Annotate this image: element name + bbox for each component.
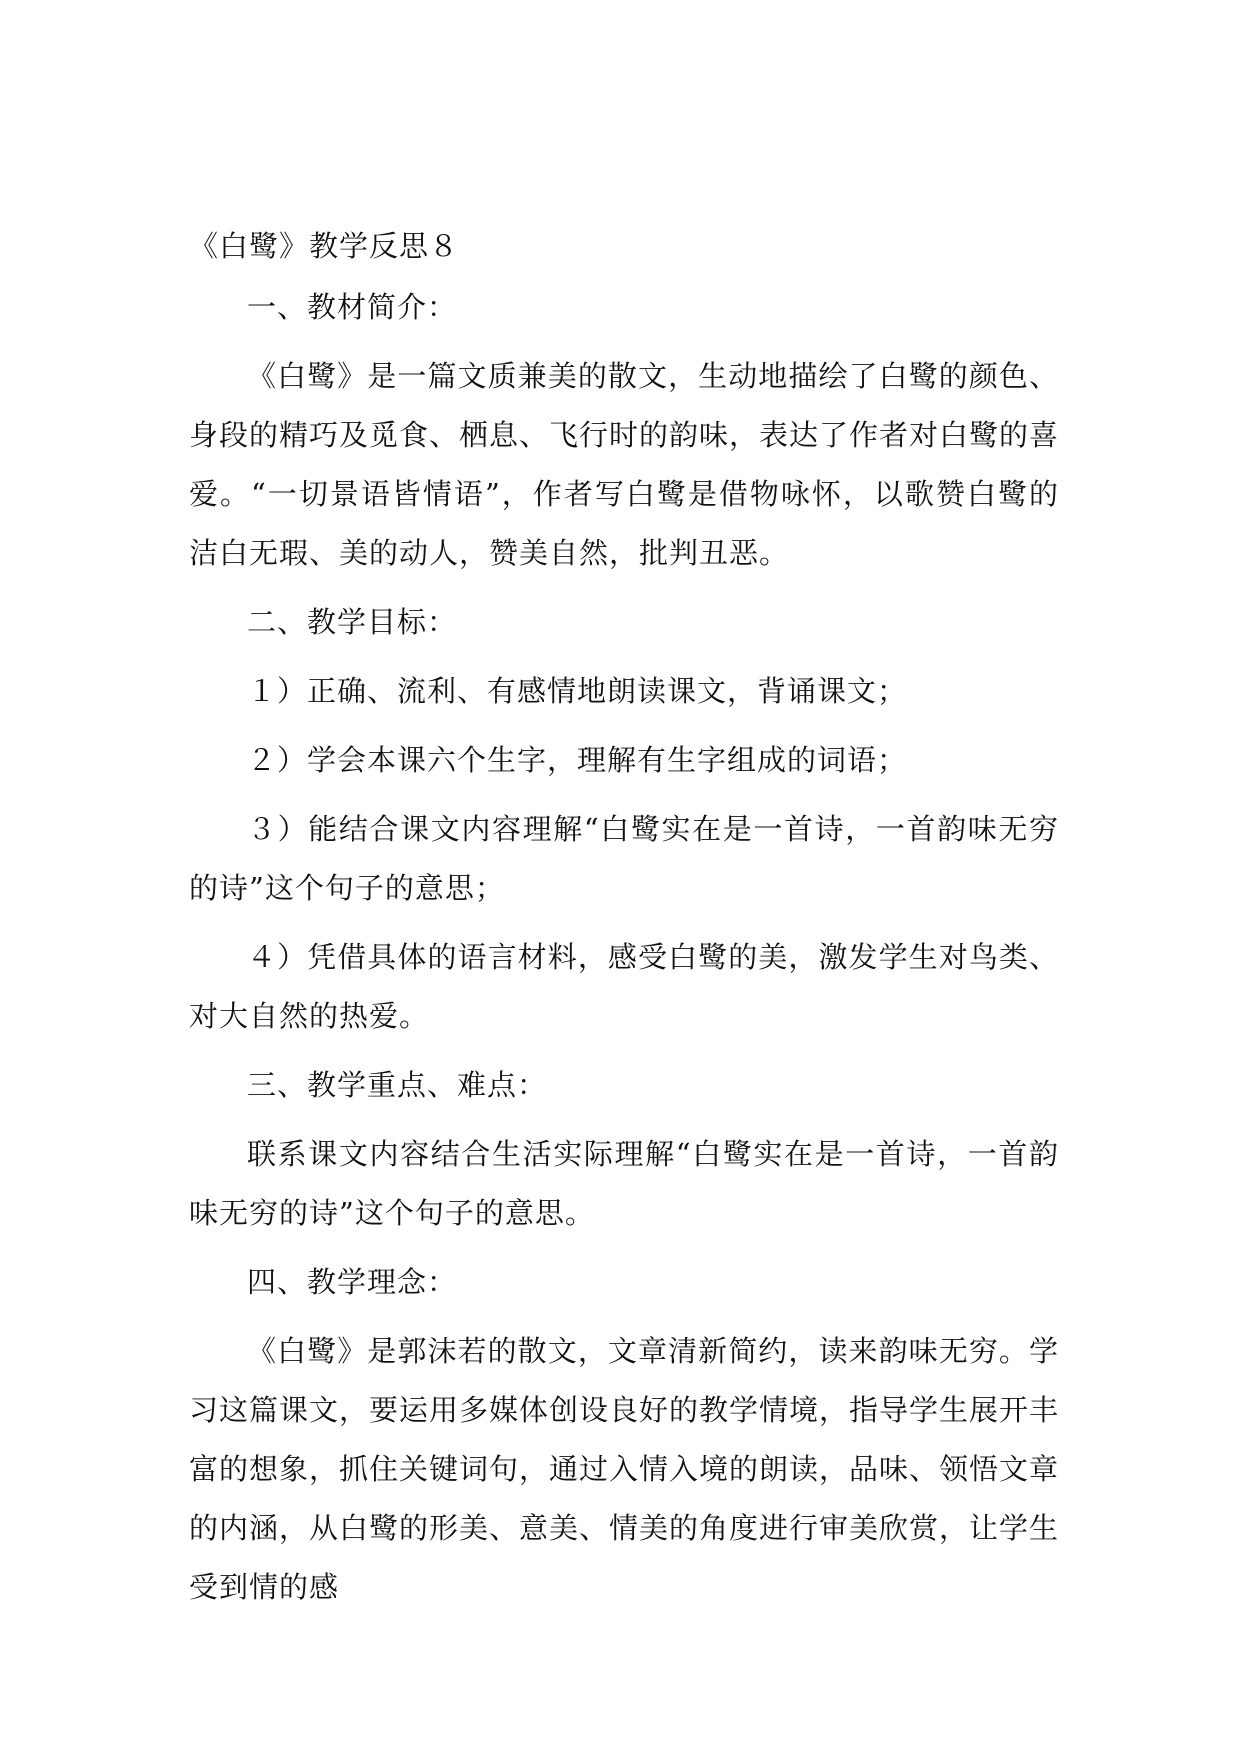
- section-heading-teaching-goals: 二、教学目标：: [247, 605, 458, 639]
- paragraph-textbook-intro: 《白鹭》是一篇文质兼美的散文，生动地描绘了白鹭的颜色、身段的精巧及觅食、栖息、飞行时的韵味，表达了作者对白鹭的喜爱。“一切景语皆情语”，作者写白鹭是借物咏怀，以歌赞白鹭的洁白无瑕、美的动人，赞美自然，批判丑恶。: [189, 359, 1060, 570]
- list-item-goal-3: ３）能结合课文内容理解“白鹭实在是一首诗，一首韵味无穷的诗”这个句子的意思；: [189, 812, 1059, 905]
- list-item-goal-2: ２）学会本课六个生字，理解有生字组成的词语；: [247, 743, 908, 777]
- section-heading-textbook-intro: 一、教材简介：: [247, 290, 458, 324]
- document-body: [189, 278, 1059, 1627]
- document-title: 《白鹭》教学反思８: [189, 229, 460, 263]
- paragraph-teaching-philosophy: 《白鹭》是郭沫若的散文，文章清新简约，读来韵味无穷。学习这篇课文，要运用多媒体创设良好的教学情境，指导学生展开丰富的想象，抓住关键词句，通过入情入境的朗读，品味、领悟文章的内涵，从白鹭的形美、意美、情美的角度进行审美欣赏，让学生受到情的感: [189, 1334, 1060, 1604]
- section-heading-key-points: 三、教学重点、难点：: [247, 1068, 548, 1102]
- list-item-goal-1: １）正确、流利、有感情地朗读课文，背诵课文；: [247, 674, 908, 708]
- list-item-goal-4: ４）凭借具体的语言材料，感受白鹭的美，激发学生对鸟类、对大自然的热爱。: [189, 940, 1059, 1033]
- paragraph-key-points: 联系课文内容结合生活实际理解“白鹭实在是一首诗，一首韵味无穷的诗”这个句子的意思。: [189, 1137, 1059, 1230]
- section-heading-teaching-philosophy: 四、教学理念：: [247, 1265, 458, 1299]
